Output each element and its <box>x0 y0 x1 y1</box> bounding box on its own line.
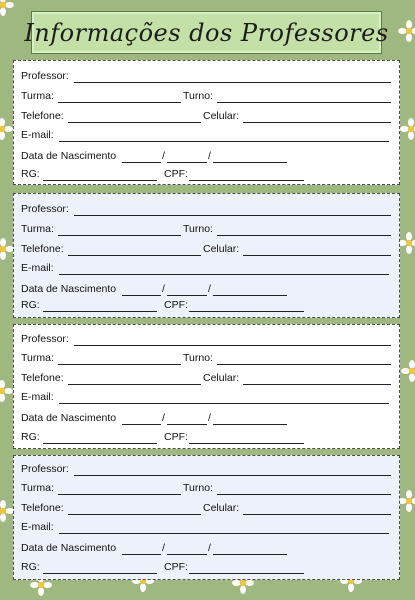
email-label: E-mail: <box>21 391 54 403</box>
birth-day-field[interactable] <box>122 162 161 163</box>
date-separator: / <box>208 150 211 162</box>
daisy-flower-icon <box>400 118 415 140</box>
turno-field[interactable] <box>217 235 391 236</box>
cpf-label: CPF: <box>164 431 188 443</box>
professor-field[interactable] <box>74 215 391 216</box>
telefone-field[interactable] <box>68 122 201 123</box>
birthdate-row <box>21 149 391 163</box>
celular-field[interactable] <box>243 384 391 385</box>
professor-field[interactable] <box>74 82 391 83</box>
celular-label: Celular: <box>203 502 240 514</box>
cpf-field[interactable] <box>189 573 304 574</box>
email-label: E-mail: <box>21 262 54 274</box>
cpf-field[interactable] <box>189 311 304 312</box>
turma-turno-row <box>21 89 391 103</box>
telefone-celular-row <box>21 371 391 385</box>
telefone-field[interactable] <box>68 514 201 515</box>
daisy-flower-icon <box>398 232 415 254</box>
birth-year-field[interactable] <box>213 554 287 555</box>
daisy-flower-icon <box>0 118 13 140</box>
turno-label: Turno: <box>183 90 213 102</box>
rg-field[interactable] <box>43 180 157 181</box>
date-separator: / <box>162 542 165 554</box>
celular-label: Celular: <box>203 372 240 384</box>
telefone-celular-row <box>21 501 391 515</box>
rg-cpf-row <box>21 560 391 574</box>
birthdate-row <box>21 411 391 425</box>
birthdate-row <box>21 541 391 555</box>
professor-label: Professor: <box>21 70 69 82</box>
turma-field[interactable] <box>58 364 181 365</box>
professor-row <box>21 69 391 83</box>
teacher-info-card <box>13 324 400 449</box>
professor-row <box>21 462 391 476</box>
birth-day-field[interactable] <box>122 554 161 555</box>
email-row <box>21 128 391 142</box>
celular-field[interactable] <box>243 255 391 256</box>
turma-field[interactable] <box>58 494 181 495</box>
turno-field[interactable] <box>217 102 391 103</box>
daisy-flower-icon <box>0 380 13 402</box>
turma-turno-row <box>21 481 391 495</box>
turma-label: Turma: <box>21 482 54 494</box>
email-field[interactable] <box>59 274 389 275</box>
professor-label: Professor: <box>21 203 69 215</box>
professor-field[interactable] <box>74 345 391 346</box>
rg-cpf-row <box>21 430 391 444</box>
birth-day-field[interactable] <box>122 295 161 296</box>
cpf-label: CPF: <box>164 561 188 573</box>
teacher-info-card <box>13 193 400 318</box>
teacher-info-card <box>13 455 400 580</box>
birthdate-label: Data de Nascimento <box>21 283 117 295</box>
rg-field[interactable] <box>43 311 157 312</box>
rg-field[interactable] <box>43 443 157 444</box>
telefone-field[interactable] <box>68 384 201 385</box>
title-banner <box>24 11 389 54</box>
rg-cpf-row <box>21 167 391 181</box>
email-field[interactable] <box>59 141 389 142</box>
cpf-label: CPF: <box>164 299 188 311</box>
professor-label: Professor: <box>21 333 69 345</box>
birth-month-field[interactable] <box>167 162 207 163</box>
birth-month-field[interactable] <box>167 424 207 425</box>
turma-label: Turma: <box>21 352 54 364</box>
rg-label: RG: <box>21 299 40 311</box>
turma-turno-row <box>21 222 391 236</box>
turno-field[interactable] <box>217 494 391 495</box>
turma-label: Turma: <box>21 90 54 102</box>
page-title: Informações dos Professores <box>24 18 389 47</box>
celular-label: Celular: <box>203 243 240 255</box>
email-label: E-mail: <box>21 129 54 141</box>
rg-label: RG: <box>21 431 40 443</box>
daisy-flower-icon <box>401 360 415 382</box>
daisy-flower-icon <box>398 20 415 42</box>
date-separator: / <box>208 412 211 424</box>
turno-field[interactable] <box>217 364 391 365</box>
birth-year-field[interactable] <box>213 295 287 296</box>
birthdate-row <box>21 282 391 296</box>
celular-field[interactable] <box>243 122 391 123</box>
telefone-label: Telefone: <box>21 372 64 384</box>
celular-label: Celular: <box>203 110 240 122</box>
daisy-flower-icon <box>0 0 14 16</box>
email-row <box>21 520 391 534</box>
date-separator: / <box>162 150 165 162</box>
email-row <box>21 261 391 275</box>
birthdate-label: Data de Nascimento <box>21 412 117 424</box>
professor-field[interactable] <box>74 475 391 476</box>
telefone-celular-row <box>21 109 391 123</box>
rg-field[interactable] <box>43 573 157 574</box>
birthdate-label: Data de Nascimento <box>21 150 117 162</box>
birthdate-label: Data de Nascimento <box>21 542 117 554</box>
telefone-label: Telefone: <box>21 110 64 122</box>
telefone-field[interactable] <box>68 255 201 256</box>
daisy-flower-icon <box>398 490 415 512</box>
teacher-info-card <box>13 60 400 185</box>
turno-label: Turno: <box>183 223 213 235</box>
professor-row <box>21 332 391 346</box>
turma-field[interactable] <box>58 102 181 103</box>
turma-label: Turma: <box>21 223 54 235</box>
turma-turno-row <box>21 351 391 365</box>
telefone-label: Telefone: <box>21 243 64 255</box>
date-separator: / <box>162 283 165 295</box>
rg-label: RG: <box>21 561 40 573</box>
cpf-label: CPF: <box>164 168 188 180</box>
email-row <box>21 390 391 404</box>
date-separator: / <box>208 283 211 295</box>
turma-field[interactable] <box>58 235 181 236</box>
email-label: E-mail: <box>21 521 54 533</box>
professor-row <box>21 202 391 216</box>
cpf-field[interactable] <box>189 180 304 181</box>
birth-day-field[interactable] <box>122 424 161 425</box>
turno-label: Turno: <box>183 352 213 364</box>
telefone-label: Telefone: <box>21 502 64 514</box>
cpf-field[interactable] <box>189 443 304 444</box>
birth-month-field[interactable] <box>167 295 207 296</box>
birth-year-field[interactable] <box>213 424 287 425</box>
email-field[interactable] <box>59 533 389 534</box>
rg-label: RG: <box>21 168 40 180</box>
telefone-celular-row <box>21 242 391 256</box>
daisy-flower-icon <box>0 500 14 522</box>
professor-label: Professor: <box>21 463 69 475</box>
rg-cpf-row <box>21 298 391 312</box>
celular-field[interactable] <box>243 514 391 515</box>
date-separator: / <box>162 412 165 424</box>
birth-year-field[interactable] <box>213 162 287 163</box>
daisy-flower-icon <box>0 238 14 260</box>
birth-month-field[interactable] <box>167 554 207 555</box>
turno-label: Turno: <box>183 482 213 494</box>
email-field[interactable] <box>59 403 389 404</box>
date-separator: / <box>208 542 211 554</box>
